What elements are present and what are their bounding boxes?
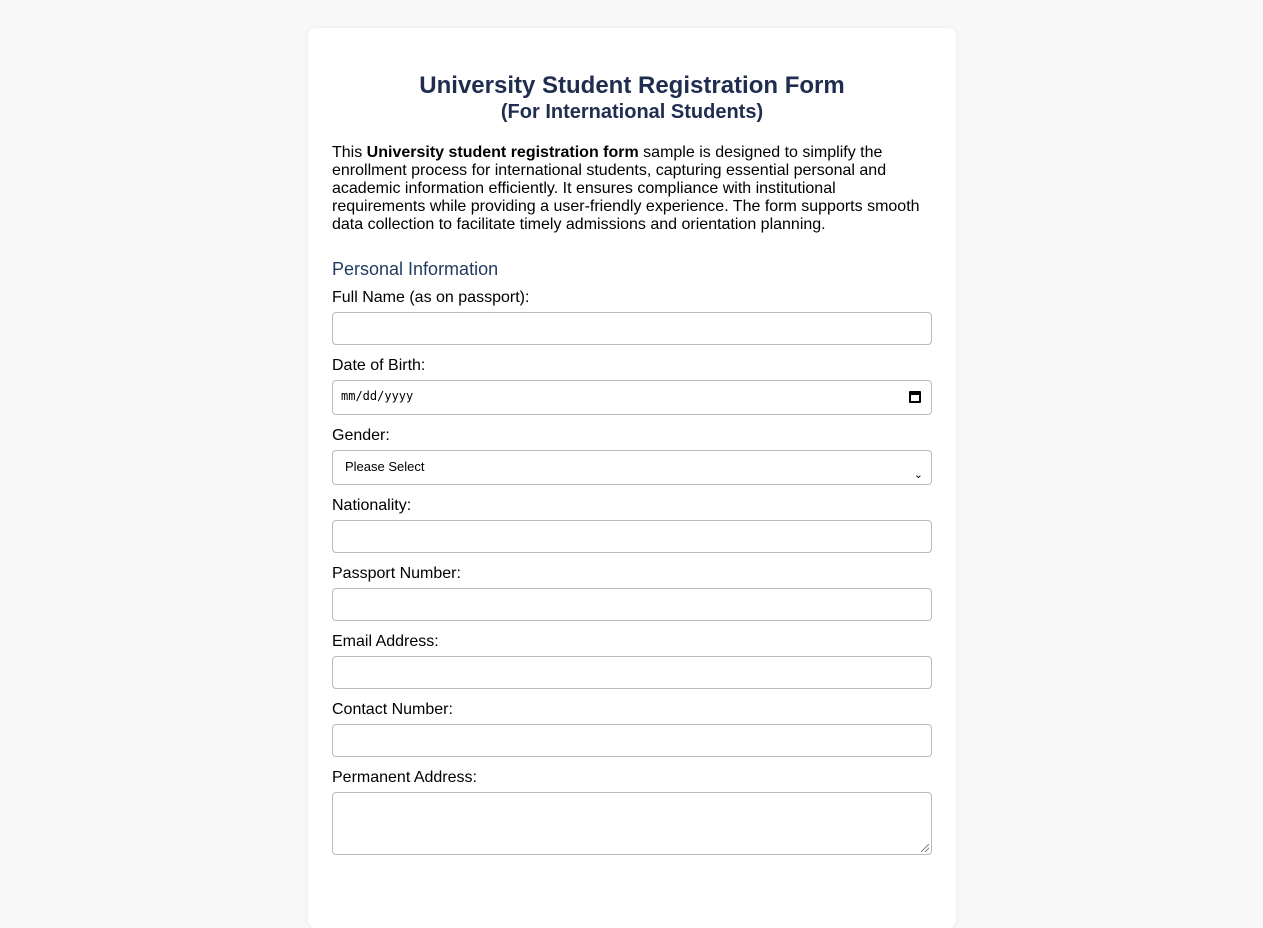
passport-label: Passport Number: bbox=[332, 565, 461, 582]
dob-input[interactable]: mm/dd/yyyy bbox=[332, 380, 932, 415]
gender-select[interactable]: Please Select ⌄ bbox=[332, 450, 932, 485]
calendar-icon[interactable] bbox=[909, 391, 921, 403]
full-name-label: Full Name (as on passport): bbox=[332, 289, 530, 306]
dob-label: Date of Birth: bbox=[332, 357, 426, 374]
address-textarea[interactable] bbox=[332, 792, 932, 855]
address-label: Permanent Address: bbox=[332, 769, 477, 786]
nationality-input[interactable] bbox=[332, 520, 932, 553]
page-subtitle: (For International Students) bbox=[500, 101, 764, 123]
section-heading-personal: Personal Information bbox=[332, 259, 499, 279]
resize-handle-icon[interactable] bbox=[921, 844, 929, 852]
nationality-label: Nationality: bbox=[332, 497, 412, 514]
registration-form-card bbox=[308, 28, 956, 928]
contact-label: Contact Number: bbox=[332, 701, 453, 718]
gender-label: Gender: bbox=[332, 427, 390, 444]
intro-text: This University student registration form sample is designed to simplify the enrollment process for international students, capturing essential personal and academic information efficiently. It ensures compliance with institutional requirements while providing a user-friendly experience. The form supports smooth data collection to facilitate timely admissions and orientation planning. bbox=[332, 144, 920, 233]
chevron-down-icon: ⌄ bbox=[913, 469, 923, 481]
contact-input[interactable] bbox=[332, 724, 932, 757]
email-label: Email Address: bbox=[332, 633, 439, 650]
passport-input[interactable] bbox=[332, 588, 932, 621]
full-name-input[interactable] bbox=[332, 312, 932, 345]
page-title: University Student Registration Form bbox=[419, 72, 845, 99]
email-input[interactable] bbox=[332, 656, 932, 689]
